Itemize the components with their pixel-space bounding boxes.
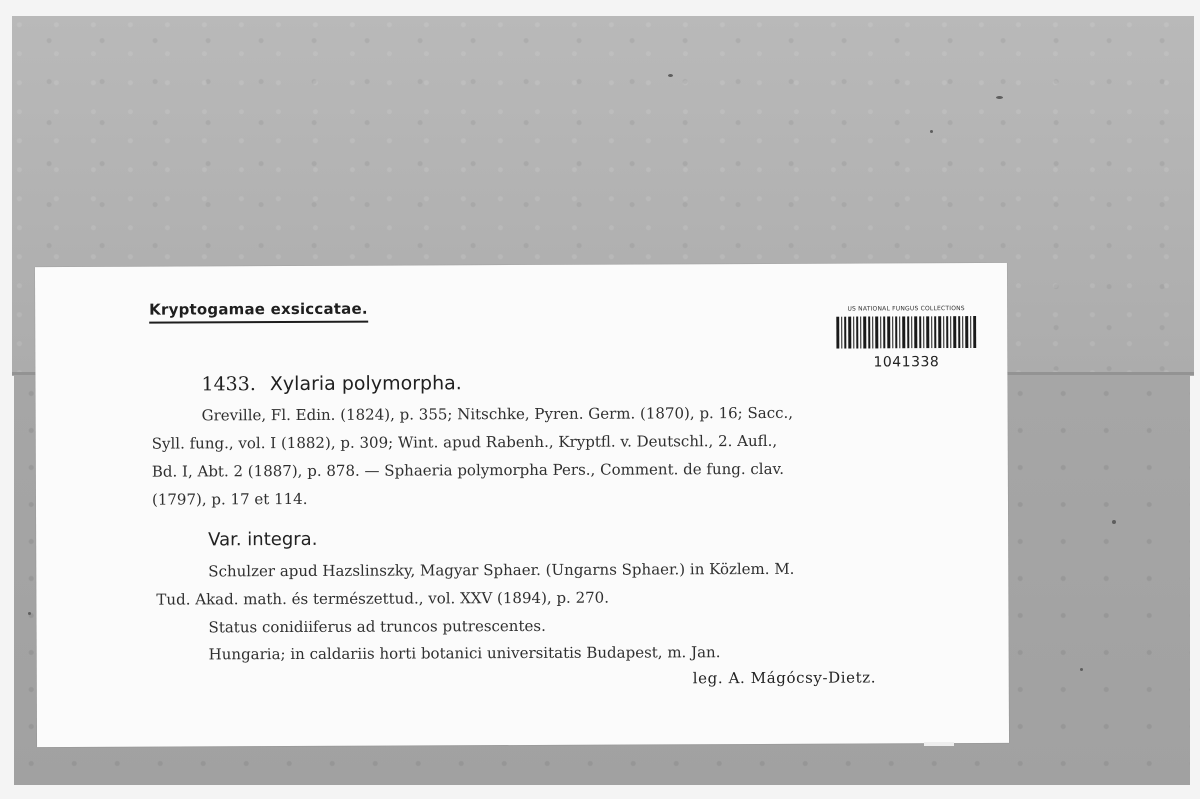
label-edge-tab — [924, 742, 954, 746]
specimen-label — [35, 263, 1009, 747]
specimen-number: 1433. — [201, 373, 256, 396]
reference-line: Syll. fung., vol. I (1882), p. 309; Wint. apud Rabenh., Kryptfl. v. Deutschl., 2. Aufl., — [151, 431, 778, 453]
paper-speck — [1080, 668, 1083, 671]
series-title: Kryptogamae exsiccatae. — [149, 300, 368, 324]
collector-line: leg. A. Mágócsy-Dietz. — [692, 668, 877, 688]
paper-speck — [930, 130, 933, 133]
variety-reference-line: Schulzer apud Hazslinszky, Magyar Sphaer. (Ungarns Sphaer.) in Közlem. M. — [208, 559, 795, 581]
reference-line: Greville, Fl. Edin. (1824), p. 355; Nitschke, Pyren. Germ. (1870), p. 16; Sacc., — [201, 403, 794, 425]
reference-line: (1797), p. 17 et 114. — [151, 489, 308, 509]
barcode-sticker — [831, 305, 981, 384]
barcode-collection-name: US NATIONAL FUNGUS COLLECTIONS — [847, 305, 965, 313]
paper-speck — [668, 74, 673, 77]
paper-speck — [28, 612, 31, 615]
locality-line: Hungaria; in caldariis horti botanici universitatis Budapest, m. Jan. — [208, 643, 721, 664]
reference-line: Bd. I, Abt. 2 (1887), p. 878. — Sphaeria polymorpha Pers., Comment. de fung. clav. — [151, 459, 785, 481]
species-name: Xylaria polymorpha. — [269, 372, 462, 396]
paper-speck — [1112, 520, 1116, 524]
barcode-icon — [836, 316, 976, 349]
barcode-number: 1041338 — [873, 354, 940, 371]
status-line: Status conidiiferus ad truncos putrescentes. — [208, 616, 546, 637]
variety-name: Var. integra. — [208, 528, 318, 551]
variety-reference-line: Tud. Akad. math. és természettud., vol. XXV (1894), p. 270. — [156, 588, 610, 609]
paper-speck — [996, 96, 1003, 99]
species-heading — [201, 372, 461, 395]
